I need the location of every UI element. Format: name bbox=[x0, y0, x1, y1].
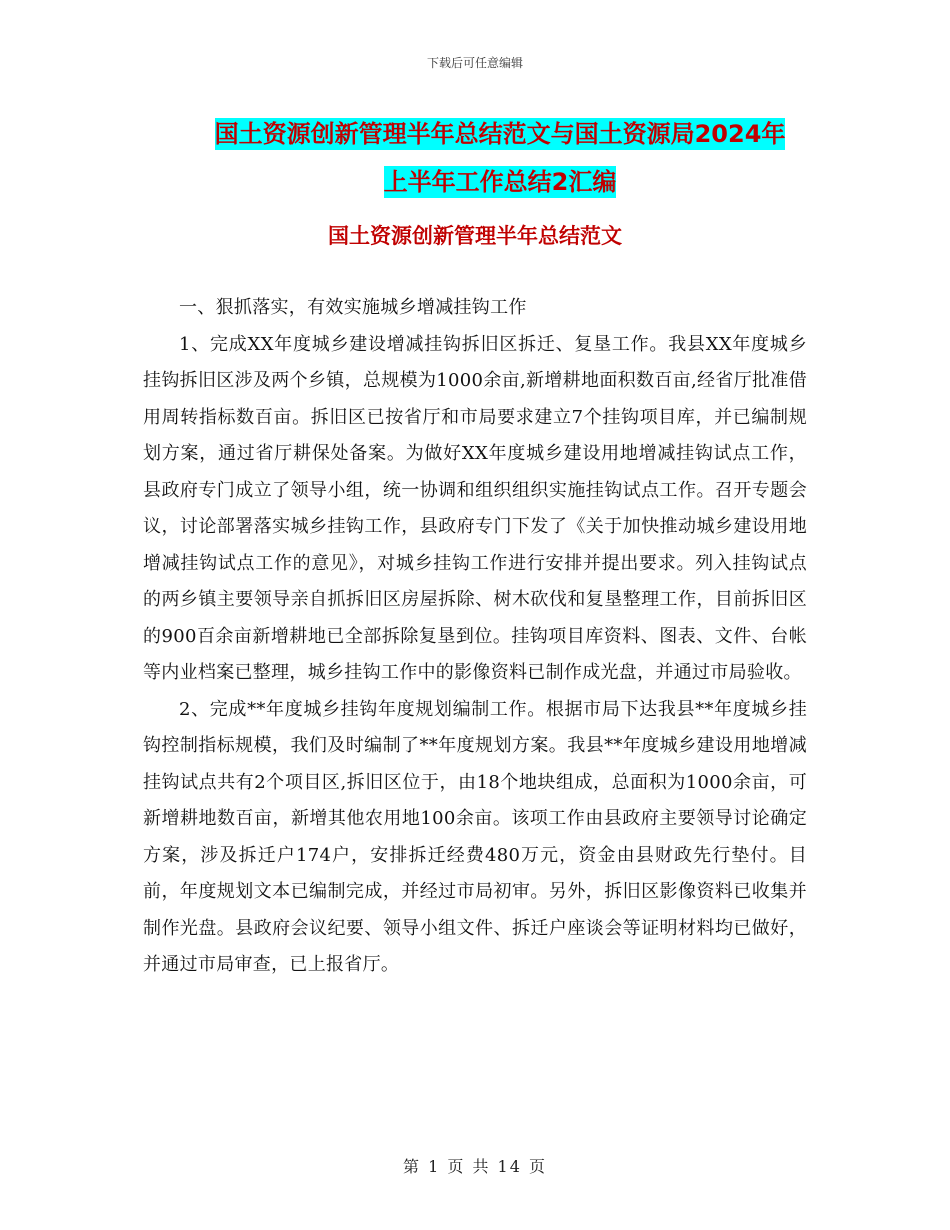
section-title: 国土资源创新管理半年总结范文 bbox=[328, 224, 622, 248]
document-title-line-2: 上半年工作总结2汇编 bbox=[383, 168, 617, 196]
paragraph-heading: 一、狠抓落实，有效实施城乡增减挂钩工作 bbox=[179, 297, 527, 318]
page-number: 第 1 页 共 14 页 bbox=[403, 1157, 547, 1176]
paragraph: 1、完成XX年度城乡建设增减挂钩拆旧区拆迁、复垦工作。我县XX年度城乡挂钩拆旧区涉及两个乡镇，总规模为1000余亩,新增耕地面积数百亩,经省厅批准借用周转指标数百亩。拆旧区已按省厅和市局要求建立7个挂钩项目库，并已编制规划方案，通过省厅耕保处备案。为做好XX年度城乡建设用地增减挂钩试点工作，县政府专门成立了领导小组，统一协调和组织组织实施挂钩试点工作。召开专题会议，讨论部署落实城乡挂钩工作，县政府专门下发了《关于加快推动城乡建设用地增减挂钩试点工作的意见》，对城乡挂钩工作进行安排并提出要求。列入挂钩试点的两乡镇主要领导亲自抓拆旧区房屋拆除、树木砍伐和复垦整理工作，目前拆旧区的900百余亩新增耕地已全部拆除复垦到位。挂钩项目库资料、图表、文件、台帐等内业档案已整理，城乡挂钩工作中的影像资料已制作成光盘，并通过市局验收。 bbox=[143, 333, 807, 683]
document-title bbox=[140, 110, 860, 206]
body-text bbox=[143, 290, 807, 984]
document-title-line-1: 国土资源创新管理半年总结范文与国土资源局2024年 bbox=[214, 120, 786, 148]
header-note: 下载后可任意编辑 bbox=[426, 56, 523, 70]
paragraph: 2、完成**年度城乡挂钩年度规划编制工作。根据市局下达我县**年度城乡挂钩控制指标规模，我们及时编制了**年度规划方案。我县**年度城乡建设用地增减挂钩试点共有2个项目区,拆旧区位于，由18个地块组成，总面积为1000余亩，可新增耕地数百亩，新增其他农用地100余亩。该项工作由县政府主要领导讨论确定方案，涉及拆迁户174户，安排拆迁经费480万元，资金由县财政先行垫付。目前，年度规划文本已编制完成，并经过市局初审。另外，拆旧区影像资料已收集并制作光盘。县政府会议纪要、领导小组文件、拆迁户座谈会等证明材料均已做好，并通过市局审查，已上报省厅。 bbox=[143, 698, 807, 975]
